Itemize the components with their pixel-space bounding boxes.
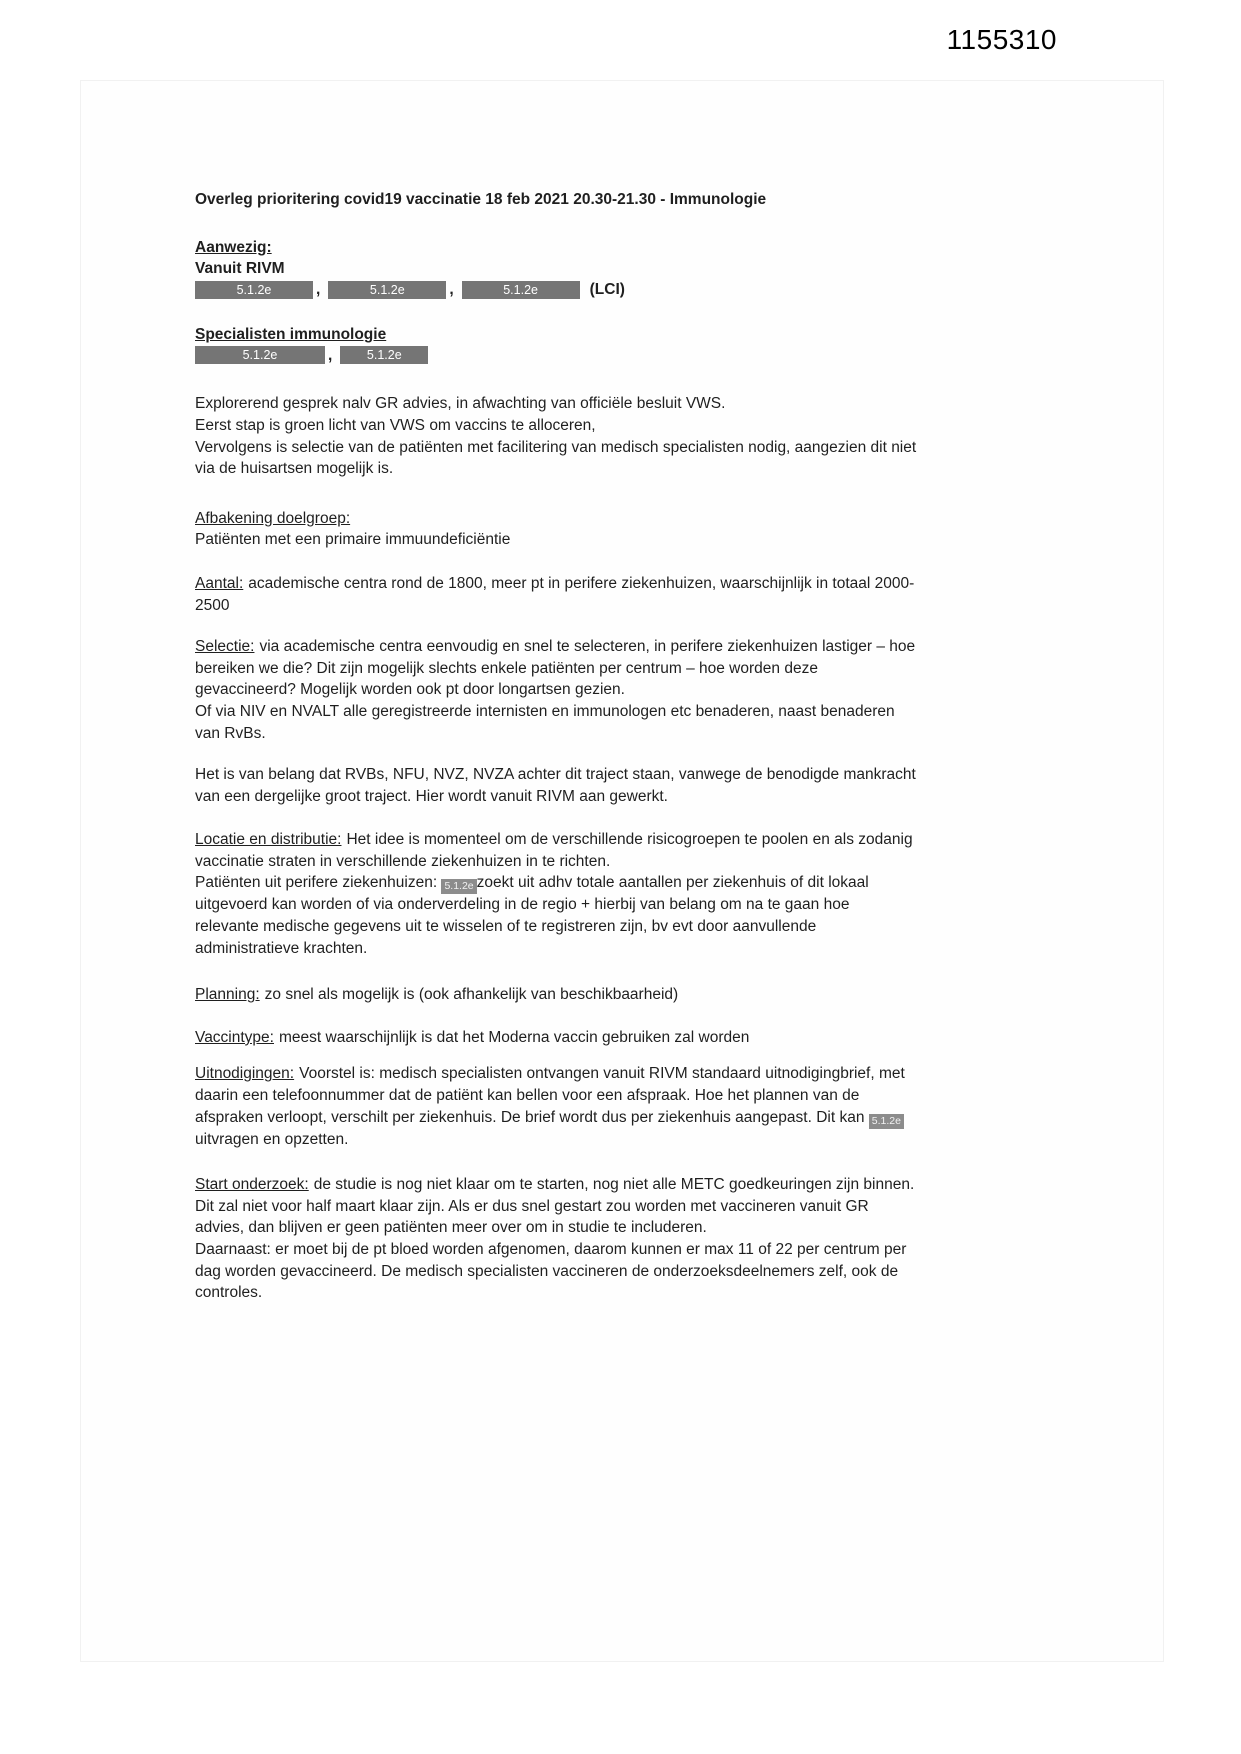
start-paragraph-2: Daarnaast: er moet bij de pt bloed worden afgenomen, daarom kunnen er max 11 of 22 per centrum per dag worden gevaccineerd. De medisch specialisten vaccineren de onderzoeksdeelnemers zelf, ook de controles. (195, 1241, 907, 1302)
section-start-onderzoek (195, 1174, 917, 1304)
locatie-paragraph (195, 829, 917, 872)
redaction-box-inline: 5.1.2e (869, 1114, 904, 1129)
section-doelgroep (195, 508, 917, 551)
comma-separator: , (328, 346, 333, 364)
specialists-heading: Specialisten immunologie (195, 325, 387, 343)
start-paragraph (195, 1174, 917, 1239)
section-body: Patiënten met een primaire immuundeficiëntie (195, 531, 511, 549)
section-body: Voorstel is: medisch specialisten ontvangen vanuit RIVM standaard uitnodigingbrief, met daarin een telefoonnummer dat de patiënt kan bellen voor een afspraak. Hoe het plannen van de afspraken verloopt, verschilt per ziekenhuis. De brief wordt dus per ziekenhuis aangepast. Dit kan (195, 1065, 905, 1126)
attendees-section (195, 237, 917, 366)
section-label: Locatie en distributie: (195, 831, 342, 849)
doc-number: 1155310 (946, 24, 1057, 55)
section-label: Afbakening doelgroep: (195, 509, 351, 527)
attendees-heading: Aanwezig: (195, 238, 272, 256)
redaction-box: 5.1.2e (328, 281, 446, 299)
section-body: de studie is nog niet klaar om te starten, nog niet alle METC goedkeuringen zijn binnen. Dit zal niet voor half maart klaar zijn. Als er dus snel gestart zou worden met vaccineren vanuit GR advies, dan blijven er geen patiënten meer over om in studie te includeren. (195, 1176, 915, 1237)
section-body: zo snel als mogelijk is (ook afhankelijk van beschikbaarheid) (264, 986, 679, 1004)
intro-line-1: Explorerend gesprek nalv GR advies, in afwachting van officiële besluit VWS. (195, 395, 726, 413)
section-label: Vaccintype: (195, 1028, 274, 1046)
document-content (195, 189, 917, 1324)
selectie-paragraph-2: Of via NIV en NVALT alle geregistreerde internisten en immunologen etc benaderen, naast benaderen van RvBs. (195, 702, 895, 742)
document-title: Overleg prioritering covid19 vaccinatie 18 feb 2021 20.30-21.30 - Immunologie (195, 191, 767, 208)
redaction-box: 5.1.2e (340, 346, 428, 364)
section-label: Selectie: (195, 638, 255, 656)
section-body: meest waarschijnlijk is dat het Moderna vaccin gebruiken zal worden (278, 1028, 750, 1046)
locatie-paragraph-2 (195, 872, 917, 959)
comma-separator: , (449, 280, 454, 298)
section-aantal (195, 573, 917, 616)
selectie-paragraph (195, 636, 917, 701)
redaction-box-inline: 5.1.2e (441, 879, 476, 894)
specialists-attendees-row (195, 345, 917, 365)
comma-separator: , (316, 280, 321, 298)
section-body: Patiënten uit perifere ziekenhuizen: (195, 874, 442, 892)
section-planning (195, 984, 917, 1006)
section-label: Uitnodigingen: (195, 1065, 295, 1083)
section-label: Aantal: (195, 574, 244, 592)
section-label: Start onderzoek: (195, 1176, 309, 1194)
section-body: academische centra rond de 1800, meer pt in perifere ziekenhuizen, waarschijnlijk in totaal 2000-2500 (195, 574, 915, 614)
section-label: Planning: (195, 986, 260, 1004)
section-belang: Het is van belang dat RVBs, NFU, NVZ, NVZA achter dit traject staan, vanwege de benodigde mankracht van een dergelijke groot traject. Hier wordt vanuit RIVM aan gewerkt. (195, 766, 916, 805)
section-body: Het idee is momenteel om de verschillende risicogroepen te poolen en als zodanig vaccinatie straten in verschillende ziekenhuizen in te richten. (195, 831, 913, 870)
section-body: via academische centra eenvoudig en snel te selecteren, in perifere ziekenhuizen lastiger – hoe bereiken we die? Dit zijn mogelijk slechts enkele patiënten per centrum – hoe worden deze gevaccineerd? Mogelijk worden ook pt door longartsen gezien. (195, 638, 916, 699)
redaction-box: 5.1.2e (195, 346, 325, 364)
intro-line-3: Vervolgens is selectie van de patiënten met facilitering van medisch specialisten nodig, aangezien dit niet via de huisartsen mogelijk is. (195, 438, 917, 478)
section-body: zoekt uit adhv totale aantallen per ziekenhuis of dit lokaal uitgevoerd kan worden of via onderverdeling in de regio + hierbij van belang om na te gaan hoe relevante medische gegevens uit te wisselen of te registreren zijn, bv evt door aanvullende administratieve krachten. (195, 874, 869, 957)
section-body: uitvragen en opzetten. (195, 1130, 349, 1148)
section-locatie (195, 829, 917, 959)
section-uitnodigingen (195, 1063, 917, 1150)
intro-line-2: Eerst stap is groen licht van VWS om vaccins te alloceren, (195, 416, 596, 434)
rivm-label: Vanuit RIVM (195, 260, 285, 278)
intro-paragraph (195, 393, 917, 479)
redaction-box: 5.1.2e (195, 281, 313, 299)
redaction-box: 5.1.2e (462, 281, 580, 299)
rivm-attendees-row (195, 280, 917, 300)
lci-suffix-label: (LCI) (589, 280, 625, 298)
section-vaccintype (195, 1027, 917, 1049)
section-selectie (195, 636, 917, 744)
